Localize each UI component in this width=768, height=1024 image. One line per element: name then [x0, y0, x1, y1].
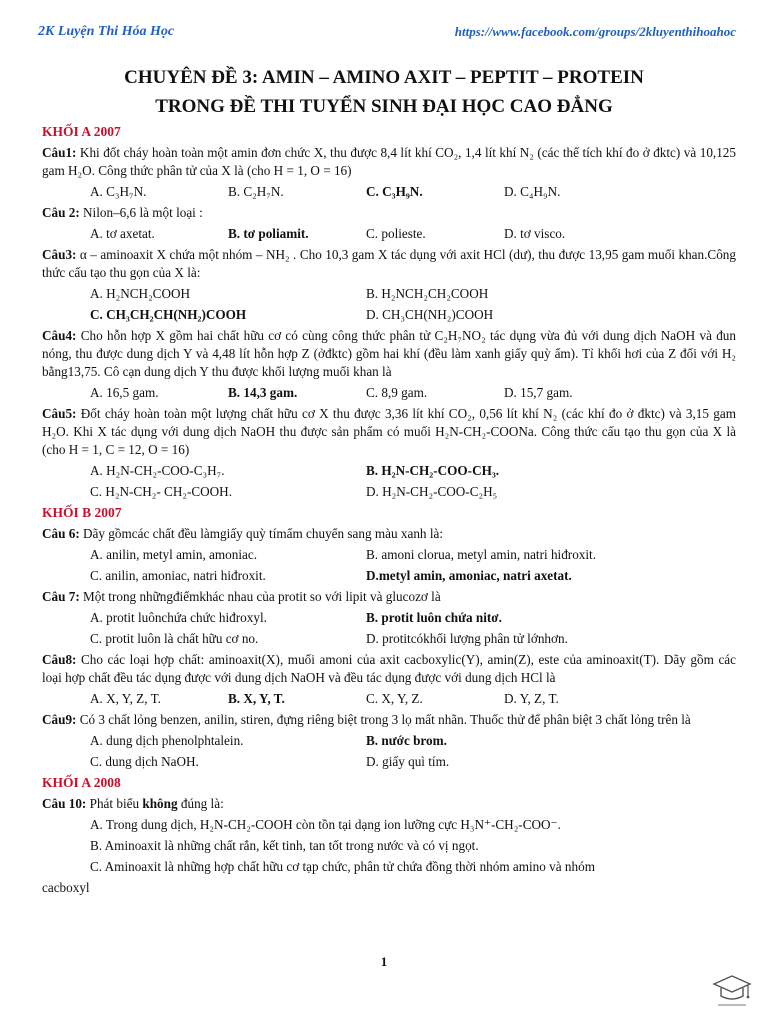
question-label: Câu8:	[42, 652, 77, 667]
question-text-bold: không	[142, 796, 178, 811]
options-row	[42, 285, 736, 303]
statement-b: B. Aminoaxit là những chất rắn, kết tinh, tan tốt trong nước và có vị ngọt.	[90, 838, 479, 853]
section-heading: KHỐI A 2007	[42, 124, 121, 139]
option-a: A. H₂N-CH₂-COO-C₃H₇.	[90, 463, 225, 478]
options-row	[42, 306, 736, 324]
question-7	[42, 588, 736, 606]
question-text: Nilon–6,6 là một loại :	[79, 205, 203, 220]
question-label: Câu 2:	[42, 205, 80, 220]
section-heading: KHỐI B 2007	[42, 505, 122, 520]
question-label: Câu 10:	[42, 796, 87, 811]
question-label: Câu9:	[42, 712, 77, 727]
question-text: Cho các loại hợp chất: aminoaxit(X), muối amoni của axit cacboxylic(Y), amin(Z), este của aminoaxit(T). Dãy gồm các loại hợp chất đều tác dụng được với dung dịch NaOH và đều tác dụng được với dung dịch HCl là	[42, 652, 736, 685]
option-b: B. amoni clorua, metyl amin, natri hiđroxit.	[366, 547, 597, 562]
title-line-2: TRONG ĐỀ THI TUYỂN SINH ĐẠI HỌC CAO ĐẲNG	[155, 96, 613, 117]
options-row	[42, 567, 736, 585]
option-b: B. 14,3 gam.	[228, 385, 298, 400]
question-text: Đốt cháy hoàn toàn một lượng chất hữu cơ X thu được 3,36 lít khí CO₂, 0,56 lít khí N₂ (các khí đo ở đktc) và 3,15 gam H₂O. Khi X tác dụng với dung dịch NaOH thu được sản phẩm có muối H₂N-CH₂-COONa. Công thức cấu tạo thu gọn của X là (cho H = 1, C = 12, O = 16)	[42, 406, 736, 457]
option-c: C. 8,9 gam.	[366, 385, 428, 400]
title-line-1: CHUYÊN ĐỀ 3: AMIN – AMINO AXIT – PEPTIT – PROTEIN	[124, 67, 644, 88]
option-d: D. Y, Z, T.	[504, 691, 559, 706]
option-c: C. CH₃CH₂CH(NH₂)COOH	[90, 307, 247, 322]
option-a: A. anilin, metyl amin, amoniac.	[90, 547, 258, 562]
option-d: D. C₄H₉N.	[504, 184, 561, 199]
option-b: B. nước brom.	[366, 733, 447, 748]
question-1	[42, 144, 736, 180]
option-a: A. tơ axetat.	[90, 226, 155, 241]
question-6	[42, 525, 736, 543]
question-text: Một trong nhữngđiểmkhác nhau của protit so với lipit và glucozơ là	[79, 589, 441, 604]
options-row	[42, 609, 736, 627]
option-c: C. protit luôn là chất hữu cơ no.	[90, 631, 259, 646]
option-d: D. H₂N-CH₂-COO-C₂H₅	[366, 484, 498, 499]
content	[42, 123, 736, 900]
options-row	[42, 384, 736, 402]
options-row	[42, 183, 736, 201]
option-b: B. H₂N-CH₂-COO-CH₃.	[366, 463, 500, 478]
option-b: B. tơ poliamit.	[228, 226, 309, 241]
option-d: D. giấy quì tím.	[366, 754, 450, 769]
option-a: A. 16,5 gam.	[90, 385, 159, 400]
question-2	[42, 204, 736, 222]
option-a: A. dung dịch phenolphtalein.	[90, 733, 244, 748]
option-c: C. anilin, amoniac, natri hiđroxit.	[90, 568, 266, 583]
question-text: Có 3 chất lỏng benzen, anilin, stiren, đựng riêng biệt trong 3 lọ mất nhãn. Thuốc thử để phân biệt 3 chất lỏng trên là	[76, 712, 691, 727]
question-8	[42, 651, 736, 687]
question-4	[42, 327, 736, 381]
header-url[interactable]: https://www.facebook.com/groups/2kluyenthihoahoc	[454, 24, 736, 39]
question-text: α – aminoaxit X chứa một nhóm – NH₂ . Cho 10,3 gam X tác dụng với axit HCl (dư), thu được 13,95 gam muối khan.Công thức cấu tạo thu gọn của X là:	[42, 247, 736, 280]
option-b: B. protit luôn chứa nitơ.	[366, 610, 502, 625]
header-left: 2K Luyện Thi Hóa Học	[38, 24, 175, 39]
option-d: D. tơ visco.	[504, 226, 566, 241]
statement-a: A. Trong dung dịch, H₂N-CH₂-COOH còn tồn tại dạng ion lưỡng cực H₃N⁺-CH₂-COO⁻.	[90, 817, 561, 832]
question-9	[42, 711, 736, 729]
page-number: 1	[380, 954, 388, 969]
statement-c: C. Aminoaxit là những hợp chất hữu cơ tạp chức, phân tử chứa đồng thời nhóm amino và nhóm	[90, 859, 595, 874]
options-row	[42, 630, 736, 648]
option-b: B. C₂H₇N.	[228, 184, 284, 199]
option-a: A. H₂NCH₂COOH	[90, 286, 191, 301]
question-10	[42, 795, 736, 813]
option-d: D. CH₃CH(NH₂)COOH	[366, 307, 494, 322]
question-text-pre: Phát biểu	[86, 796, 143, 811]
options-row	[42, 753, 736, 771]
option-b: B. X, Y, T.	[228, 691, 285, 706]
section-heading: KHỐI A 2008	[42, 775, 121, 790]
option-c: C. C₃H₉N.	[366, 184, 423, 199]
question-label: Câu5:	[42, 406, 77, 421]
options-row	[42, 225, 736, 243]
question-text: Khi đốt cháy hoàn toàn một amin đơn chức X, thu được 8,4 lít khí CO₂, 1,4 lít khí N₂ (các thể tích khí đo ở đktc) và 10,125 gam H₂O. Công thức phân tử của X là (cho H = 1, O = 16)	[42, 145, 736, 178]
option-d: D. 15,7 gam.	[504, 385, 573, 400]
option-c: C. dung dịch NaOH.	[90, 754, 199, 769]
option-c: C. H₂N-CH₂- CH₂-COOH.	[90, 484, 233, 499]
question-text-post: đúng là:	[177, 796, 224, 811]
question-label: Câu3:	[42, 247, 77, 262]
option-c: C. X, Y, Z.	[366, 691, 423, 706]
question-label: Câu1:	[42, 145, 77, 160]
question-3	[42, 246, 736, 282]
options-row	[42, 483, 736, 501]
question-text: Dãy gồmcác chất đều làmgiấy quỳ tímẩm chuyển sang màu xanh là:	[79, 526, 444, 541]
options-row	[42, 732, 736, 750]
question-text: Cho hỗn hợp X gồm hai chất hữu cơ có cùng công thức phân tử C₂H₇NO₂ tác dụng vừa đủ với dung dịch NaOH và đun nóng, thu được dung dịch Y và 4,48 lít hỗn hợp Z (ởđktc) gồm hai khí (đều làm xanh giấy quỳ ẩm). Tỉ khối hơi của Z đối với H₂ bằng13,75. Cô cạn dung dịch Y thu được khối lượng muối khan là	[42, 328, 736, 379]
question-label: Câu4:	[42, 328, 77, 343]
graduation-cap-icon	[710, 966, 754, 1010]
question-label: Câu 6:	[42, 526, 80, 541]
question-label: Câu 7:	[42, 589, 80, 604]
options-row	[42, 690, 736, 708]
option-d: D.metyl amin, amoniac, natri axetat.	[366, 568, 572, 583]
option-a: A. C₃H₇N.	[90, 184, 147, 199]
option-d: D. protitcókhối lượng phân tử lớnhơn.	[366, 631, 568, 646]
option-b: B. H₂NCH₂CH₂COOH	[366, 286, 489, 301]
options-row	[42, 546, 736, 564]
option-a: A. X, Y, Z, T.	[90, 691, 161, 706]
question-5	[42, 405, 736, 459]
option-a: A. protit luônchứa chức hiđroxyl.	[90, 610, 267, 625]
statement-c-continued: cacboxyl	[42, 880, 90, 895]
option-c: C. polieste.	[366, 226, 426, 241]
options-row	[42, 462, 736, 480]
